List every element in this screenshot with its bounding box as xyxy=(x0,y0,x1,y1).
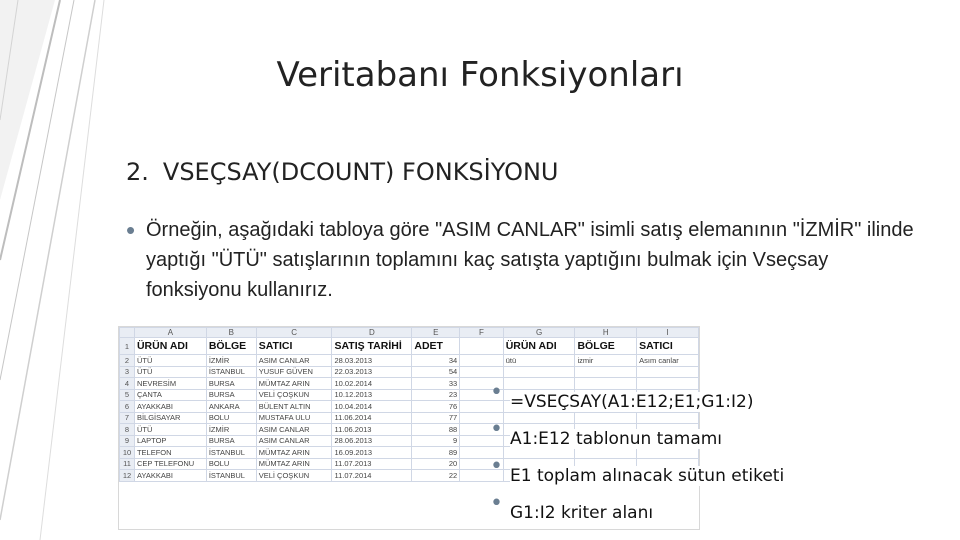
table-cell: 54 xyxy=(412,366,460,378)
table-cell: BURSA xyxy=(206,378,256,390)
table-cell: SATICI xyxy=(637,338,699,355)
bullet-icon: • xyxy=(126,215,136,245)
table-cell: ÜRÜN ADI xyxy=(503,338,575,355)
table-cell: 28.03.2013 xyxy=(332,355,412,367)
table-cell: ASIM CANLAR xyxy=(256,355,332,367)
row-number: 1 xyxy=(120,338,135,355)
bullet-icon: • xyxy=(490,454,503,479)
table-cell: LAPTOP xyxy=(134,435,206,447)
table-cell: 77 xyxy=(412,412,460,424)
table-cell: TELEFON xyxy=(134,447,206,459)
table-cell: BÖLGE xyxy=(575,338,637,355)
table-cell: ütü xyxy=(503,355,575,367)
column-header: H xyxy=(575,328,637,338)
table-cell: 10.12.2013 xyxy=(332,389,412,401)
corner-cell xyxy=(120,328,135,338)
table-cell: 34 xyxy=(412,355,460,367)
table-cell: ASIM CANLAR xyxy=(256,424,332,436)
table-cell xyxy=(503,366,575,378)
table-cell: İSTANBUL xyxy=(206,470,256,482)
table-cell xyxy=(575,366,637,378)
section-heading xyxy=(126,158,559,186)
row-number: 5 xyxy=(120,389,135,401)
table-cell: ANKARA xyxy=(206,401,256,413)
table-cell: MUSTAFA ULU xyxy=(256,412,332,424)
table-row xyxy=(120,366,699,378)
column-header: A xyxy=(134,328,206,338)
table-cell: ÜTÜ xyxy=(134,366,206,378)
table-cell: 89 xyxy=(412,447,460,459)
table-cell: izmir xyxy=(575,355,637,367)
list-item xyxy=(490,380,820,421)
table-cell: MÜMTAZ ARIN xyxy=(256,378,332,390)
table-cell: BOLU xyxy=(206,458,256,470)
table-cell: SATICI xyxy=(256,338,332,355)
column-header: B xyxy=(206,328,256,338)
row-number: 9 xyxy=(120,435,135,447)
table-row xyxy=(120,355,699,367)
table-cell: 88 xyxy=(412,424,460,436)
column-header: I xyxy=(637,328,699,338)
table-cell: VELİ ÇOŞKUN xyxy=(256,470,332,482)
table-cell: ASIM CANLAR xyxy=(256,435,332,447)
row-number: 11 xyxy=(120,458,135,470)
table-cell xyxy=(460,355,504,367)
table-cell: ÜTÜ xyxy=(134,355,206,367)
table-cell: 22 xyxy=(412,470,460,482)
list-item-text: G1:I2 kriter alanı xyxy=(510,503,657,523)
table-cell: İZMİR xyxy=(206,424,256,436)
table-cell: MÜMTAZ ARIN xyxy=(256,447,332,459)
column-header: F xyxy=(460,328,504,338)
table-cell: İZMİR xyxy=(206,355,256,367)
table-cell: BİLGİSAYAR xyxy=(134,412,206,424)
bullet-icon: • xyxy=(490,417,503,442)
table-cell: 10.04.2014 xyxy=(332,401,412,413)
column-header: G xyxy=(503,328,575,338)
table-cell: CEP TELEFONU xyxy=(134,458,206,470)
table-cell: İSTANBUL xyxy=(206,447,256,459)
table-cell: 11.07.2013 xyxy=(332,458,412,470)
table-cell: BURSA xyxy=(206,435,256,447)
table-cell: 23 xyxy=(412,389,460,401)
column-header: E xyxy=(412,328,460,338)
table-cell: 9 xyxy=(412,435,460,447)
table-cell xyxy=(637,366,699,378)
table-row xyxy=(120,338,699,355)
table-cell: 11.06.2013 xyxy=(332,424,412,436)
table-cell: İSTANBUL xyxy=(206,366,256,378)
table-cell xyxy=(460,338,504,355)
table-cell xyxy=(460,366,504,378)
table-cell: AYAKKABI xyxy=(134,470,206,482)
formula-list xyxy=(490,380,820,532)
table-cell: MÜMTAZ ARIN xyxy=(256,458,332,470)
intro-bullet-text: Örneğin, aşağıdaki tabloya göre "ASIM CANLAR" isimli satış elemanının "İZMİR" ilinde yaptığı "ÜTÜ" satışlarının toplamını kaç satışta yaptığını bulmak için Vseçsay fonksiyonu kullanırız. xyxy=(146,219,914,301)
row-number: 12 xyxy=(120,470,135,482)
intro-bullet xyxy=(126,215,916,305)
table-cell: ADET xyxy=(412,338,460,355)
table-cell: YUSUF GÜVEN xyxy=(256,366,332,378)
table-cell: ÇANTA xyxy=(134,389,206,401)
table-cell: 76 xyxy=(412,401,460,413)
table-cell: VELİ ÇOŞKUN xyxy=(256,389,332,401)
column-header-row xyxy=(120,328,699,338)
bullet-icon: • xyxy=(490,380,503,405)
table-cell: ÜTÜ xyxy=(134,424,206,436)
table-cell: 11.07.2014 xyxy=(332,470,412,482)
table-cell: 33 xyxy=(412,378,460,390)
table-cell: 11.06.2014 xyxy=(332,412,412,424)
row-number: 4 xyxy=(120,378,135,390)
list-item-text: A1:E12 tablonun tamamı xyxy=(510,429,726,449)
table-cell: 28.06.2013 xyxy=(332,435,412,447)
list-item xyxy=(490,454,820,495)
row-number: 10 xyxy=(120,447,135,459)
row-number: 7 xyxy=(120,412,135,424)
table-cell: ÜRÜN ADI xyxy=(134,338,206,355)
table-cell: BÜLENT ALTIN xyxy=(256,401,332,413)
bullet-icon: • xyxy=(490,491,503,516)
row-number: 6 xyxy=(120,401,135,413)
heading-number: 2. xyxy=(126,158,149,186)
row-number: 3 xyxy=(120,366,135,378)
table-cell: SATIŞ TARİHİ xyxy=(332,338,412,355)
row-number: 8 xyxy=(120,424,135,436)
heading-text: VSEÇSAY(DCOUNT) FONKSİYONU xyxy=(162,158,559,186)
list-item xyxy=(490,417,820,458)
table-cell: BURSA xyxy=(206,389,256,401)
list-item-text: E1 toplam alınacak sütun etiketi xyxy=(510,466,788,486)
table-cell: 22.03.2013 xyxy=(332,366,412,378)
table-cell: 10.02.2014 xyxy=(332,378,412,390)
table-cell: BOLU xyxy=(206,412,256,424)
table-cell: 16.09.2013 xyxy=(332,447,412,459)
row-number: 2 xyxy=(120,355,135,367)
table-cell: Asım canlar xyxy=(637,355,699,367)
column-header: D xyxy=(332,328,412,338)
list-item xyxy=(490,491,820,532)
table-cell: BÖLGE xyxy=(206,338,256,355)
slide-title: Veritabanı Fonksiyonları xyxy=(276,55,684,95)
table-cell: AYAKKABI xyxy=(134,401,206,413)
list-item-text: =VSEÇSAY(A1:E12;E1;G1:I2) xyxy=(510,392,757,412)
table-cell: 20 xyxy=(412,458,460,470)
table-cell: NEVRESİM xyxy=(134,378,206,390)
column-header: C xyxy=(256,328,332,338)
